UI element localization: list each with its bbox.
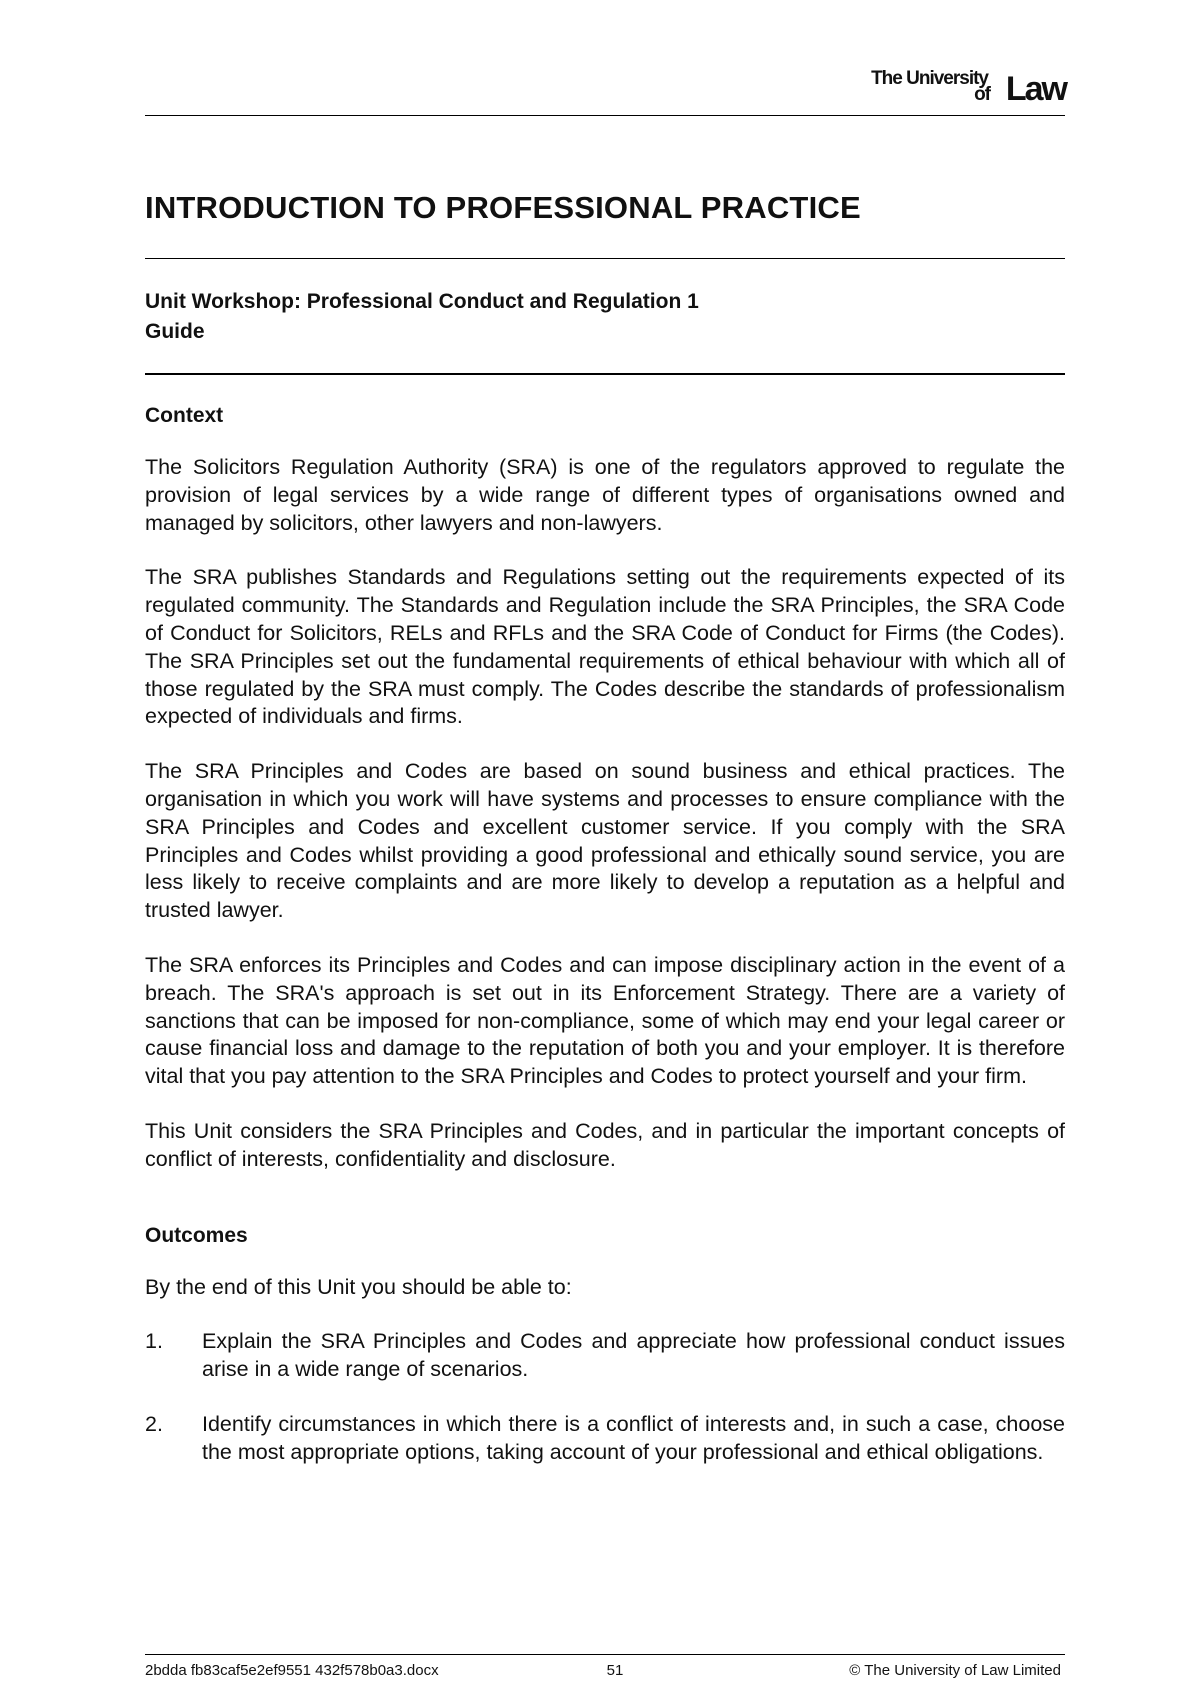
logo-of: of — [974, 84, 990, 105]
outcomes-heading: Outcomes — [145, 1223, 248, 1247]
list-item-text: Explain the SRA Principles and Codes and appreciate how professional conduct issues arise in a wide range of scenarios. — [202, 1329, 1065, 1382]
subtitle-line2: Guide — [145, 320, 205, 343]
context-heading: Context — [145, 404, 224, 427]
context-paragraph-4: The SRA enforces its Principles and Codes and can impose disciplinary action in the event of a breach. The SRA's approach is set out in its Enforcement Strategy. There are a variety of sanctions that can be imposed for non-compliance, some of which may end your legal career or cause financial loss and damage to the reputation of both you and your employer. It is therefore vital that you pay attention to the SRA Principles and Codes to protect yourself and your firm. — [145, 952, 1065, 1089]
subtitle-divider — [145, 373, 1065, 375]
title-divider — [145, 258, 1065, 259]
logo-line1: The University — [871, 68, 988, 89]
context-paragraph-2: The SRA publishes Standards and Regulations setting out the requirements expected of its regulated community. The Standards and Regulation include the SRA Principles, the SRA Code of Conduct for Solicitors, RELs and RFLs and the SRA Code of Conduct for Firms (the Codes). The SRA Principles set out the fundamental requirements of ethical behaviour with which all of those regulated by the SRA must comply. The Codes describe the standards of professionalism expected of individuals and firms. — [145, 565, 1065, 729]
outcomes-list — [145, 1328, 1065, 1466]
subtitle-line1: Unit Workshop: Professional Conduct and Regulation 1 — [145, 290, 699, 313]
footer-page-number: 51 — [606, 1662, 624, 1679]
footer-copyright: © The University of Law Limited — [849, 1662, 1061, 1679]
page-footer — [145, 1662, 1065, 1682]
list-item-number: 1. — [145, 1329, 163, 1354]
list-item-number: 2. — [145, 1411, 163, 1436]
list-item — [145, 1411, 1065, 1467]
university-of-law-logo — [856, 66, 1066, 106]
context-paragraph-5: This Unit considers the SRA Principles and Codes, and in particular the important concepts of conflict of interests, confidentiality and disclosure. — [145, 1118, 1065, 1171]
outcomes-intro: By the end of this Unit you should be able to: — [145, 1274, 572, 1299]
footer-divider — [145, 1654, 1065, 1655]
footer-filename: 2bdda fb83caf5e2ef9551 432f578b0a3.docx — [145, 1662, 439, 1679]
list-item — [145, 1328, 1065, 1384]
unit-subtitle — [145, 287, 1065, 347]
document-title: INTRODUCTION TO PROFESSIONAL PRACTICE — [145, 190, 861, 225]
document-body — [145, 402, 1065, 1494]
header-divider — [145, 115, 1065, 116]
context-paragraph-1: The Solicitors Regulation Authority (SRA) is one of the regulators approved to regulate the provision of legal services by a wide range of different types of organisations owned and managed by solicitors, other lawyers and non-lawyers. — [145, 455, 1065, 535]
context-paragraph-3: The SRA Principles and Codes are based on sound business and ethical practices. The organisation in which you work will have systems and processes to ensure compliance with the SRA Principles and Codes and excellent customer service. If you comply with the SRA Principles and Codes whilst providing a good professional and ethically sound service, you are less likely to receive complaints and are more likely to develop a reputation as a helpful and trusted lawyer. — [145, 759, 1065, 923]
list-item-text: Identify circumstances in which there is a conflict of interests and, in such a case, choose the most appropriate options, taking account of your professional and ethical obligations. — [202, 1411, 1065, 1464]
logo-law: Law — [1005, 70, 1066, 108]
